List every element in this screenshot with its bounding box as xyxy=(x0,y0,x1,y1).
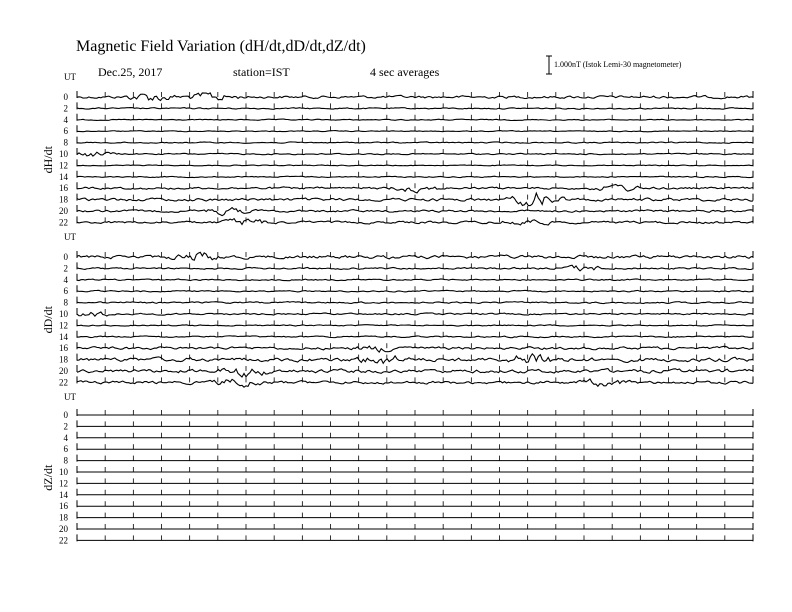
chart-title: Magnetic Field Variation (dH/dt,dD/dt,dZ/dt) xyxy=(76,38,366,55)
trace-line xyxy=(77,131,753,132)
ut-axis-label: UT xyxy=(64,72,76,82)
panel-dd-dt xyxy=(41,232,753,387)
panel-axis-label: dZ/dt xyxy=(41,464,55,491)
trace-row xyxy=(64,455,754,466)
trace-row xyxy=(59,331,753,342)
trace-row xyxy=(59,342,753,353)
trace-row xyxy=(59,159,753,170)
averaging-label: 4 sec averages xyxy=(370,65,440,79)
row-label: 6 xyxy=(63,126,68,137)
trace-row xyxy=(59,512,753,523)
trace-row xyxy=(64,274,754,285)
ut-axis-label: UT xyxy=(64,392,76,402)
scale-label: 1.000nT (Istok Lemi-30 magnetometer) xyxy=(554,60,682,69)
row-label: 16 xyxy=(59,183,68,194)
trace-row xyxy=(64,125,754,136)
row-label: 14 xyxy=(59,331,68,342)
row-label: 18 xyxy=(59,512,68,523)
trace-row xyxy=(59,308,753,319)
panel-dz-dt xyxy=(41,392,753,545)
row-label: 2 xyxy=(63,421,68,432)
trace-row xyxy=(59,534,753,545)
row-label: 18 xyxy=(59,354,68,365)
scale-bar xyxy=(546,56,552,74)
row-label: 2 xyxy=(63,263,68,274)
row-label: 10 xyxy=(59,149,68,159)
trace-row xyxy=(59,205,753,216)
row-label: 4 xyxy=(63,114,68,125)
row-label: 0 xyxy=(63,252,68,262)
trace-line xyxy=(77,336,753,338)
trace-row xyxy=(64,409,754,420)
trace-row xyxy=(59,319,753,330)
row-label: 12 xyxy=(59,478,68,489)
panel-axis-label: dD/dt xyxy=(41,306,55,334)
row-label: 6 xyxy=(63,444,68,455)
trace-line xyxy=(77,346,753,352)
trace-row xyxy=(59,354,753,365)
trace-line xyxy=(77,165,753,166)
row-label: 8 xyxy=(63,137,68,148)
row-label: 6 xyxy=(63,286,68,297)
trace-line xyxy=(77,279,753,281)
trace-row xyxy=(59,500,753,511)
row-label: 20 xyxy=(59,366,68,376)
row-label: 20 xyxy=(59,524,68,534)
trace-row xyxy=(64,443,754,454)
trace-row xyxy=(59,148,753,159)
trace-row xyxy=(59,466,753,477)
trace-row xyxy=(59,489,753,500)
trace-row xyxy=(59,523,753,534)
row-label: 0 xyxy=(63,410,68,420)
row-label: 20 xyxy=(59,206,68,216)
row-label: 16 xyxy=(59,343,68,354)
row-label: 0 xyxy=(63,92,68,102)
row-label: 18 xyxy=(59,194,68,205)
row-label: 12 xyxy=(59,320,68,331)
row-label: 16 xyxy=(59,501,68,512)
trace-row xyxy=(64,420,754,431)
trace-row xyxy=(59,477,753,488)
trace-line xyxy=(77,325,753,327)
trace-row xyxy=(64,102,754,113)
trace-line xyxy=(77,142,753,144)
trace-row xyxy=(64,114,754,125)
panels-group xyxy=(41,72,753,545)
panel-axis-label: dH/dt xyxy=(41,146,55,174)
trace-row xyxy=(59,182,753,193)
trace-row xyxy=(59,365,753,377)
trace-row xyxy=(64,137,754,148)
row-label: 12 xyxy=(59,160,68,171)
trace-row xyxy=(64,262,754,273)
row-label: 2 xyxy=(63,103,68,114)
row-label: 22 xyxy=(59,535,68,546)
trace-row xyxy=(64,251,754,262)
row-label: 14 xyxy=(59,171,68,182)
trace-row xyxy=(64,297,754,308)
trace-row xyxy=(64,285,754,296)
trace-row xyxy=(59,216,753,227)
trace-row xyxy=(59,171,753,182)
trace-row xyxy=(59,376,753,387)
trace-row xyxy=(59,193,753,205)
date-label: Dec.25, 2017 xyxy=(98,65,163,79)
row-label: 22 xyxy=(59,377,68,388)
row-label: 8 xyxy=(63,297,68,308)
row-label: 14 xyxy=(59,489,68,500)
station-label: station=IST xyxy=(233,65,290,79)
row-label: 22 xyxy=(59,217,68,228)
panel-dh-dt xyxy=(41,72,753,227)
row-label: 8 xyxy=(63,455,68,466)
trace-row xyxy=(64,432,754,443)
row-label: 4 xyxy=(63,432,68,443)
ut-axis-label: UT xyxy=(64,232,76,242)
row-label: 10 xyxy=(59,467,68,477)
trace-row xyxy=(64,91,754,102)
row-label: 10 xyxy=(59,309,68,319)
row-label: 4 xyxy=(63,274,68,285)
